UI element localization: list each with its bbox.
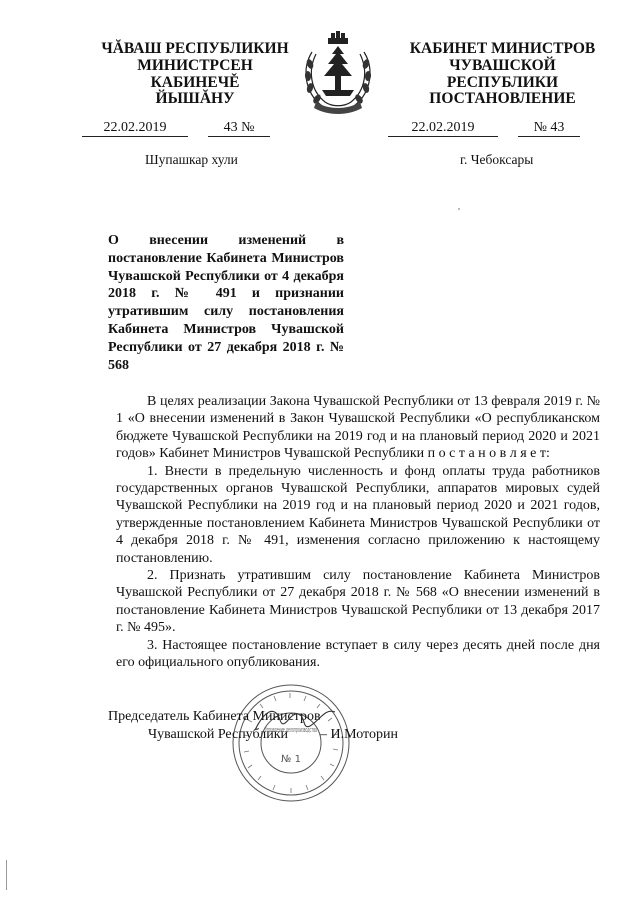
doc-type-russian: ПОСТАНОВЛЕНИЕ bbox=[429, 90, 576, 107]
handwritten-signature-icon bbox=[250, 700, 340, 740]
place-chuvash: Шупашкар хули bbox=[145, 152, 238, 167]
signature-name: – И.Моторин bbox=[320, 727, 398, 742]
stamp-number: № 1 bbox=[281, 754, 301, 765]
paragraph-item-2: 2. Признать утратившим силу постановление Кабинета Министров Чувашской Республики от 27 декабря 2018 г. № 568 «О внесении изменений в постановление Кабинета Министров Чувашской Республики от 13 декабря 2017 г. № 495». bbox=[116, 568, 600, 636]
header-right-org bbox=[395, 40, 610, 91]
number-right: № 43 bbox=[518, 120, 580, 137]
header-left-line2: МИНИСТРСЕН КАБИНЕЧĚ bbox=[137, 57, 253, 91]
date-left: 22.02.2019 bbox=[82, 120, 188, 137]
date-line-right bbox=[388, 120, 600, 138]
date-line-left bbox=[82, 120, 292, 138]
doc-type-chuvash: ЙЫШĂНУ bbox=[155, 90, 235, 107]
coat-of-arms-icon bbox=[298, 30, 378, 114]
paragraph-item-3: 3. Настоящее постановление вступает в силу через десять дней после дня его официального опубликования. bbox=[116, 637, 600, 671]
signature-position-line1: Председатель Кабинета Министров bbox=[108, 709, 321, 724]
paragraph-item-1: 1. Внести в предельную численность и фонд оплаты труда работников государственных органов Чувашской Республики, аппаратов мировых судей Чувашской Республики на 2019 год и на плановый период 2020 и 2021 годов, утвержденные постановлением Кабинета Министров Чувашской Республики от 4 декабря 2018 г. № 491, изменения согласно приложению к настоящему постановлению. bbox=[116, 463, 600, 566]
scan-edge-mark bbox=[6, 860, 7, 890]
paragraph-preamble: В целях реализации Закона Чувашской Республики от 13 февраля 2019 г. № 1 «О внесении изменений в Закон Чувашской Республики «О республиканском бюджете Чувашской Республики на 2019 год и на плановый период 2020 и 2021 годов» Кабинет Министров Чувашской Республики п о с т а н о в л я е т: bbox=[116, 394, 600, 462]
header-left-line1: ЧĂВАШ РЕСПУБЛИКИН bbox=[101, 40, 289, 57]
scan-speck bbox=[458, 208, 460, 210]
header-left-org bbox=[95, 40, 295, 91]
number-left: 43 № bbox=[208, 120, 270, 137]
date-right: 22.02.2019 bbox=[388, 120, 498, 137]
header-right-line1: КАБИНЕТ МИНИСТРОВ bbox=[409, 40, 596, 57]
document-title: О внесении изменений в постановление Кабинета Министров Чувашской Республики от 4 декабря 2018 г. № 491 и признании утратившим силу постановления Кабинета Министров Чувашской Республики от 27 декабря 2018 г. № 568 bbox=[108, 233, 344, 373]
header-right-line2: ЧУВАШСКОЙ РЕСПУБЛИКИ bbox=[446, 57, 559, 91]
stamp-inner-text: Управление делопроизводства bbox=[265, 726, 317, 734]
document-body bbox=[116, 393, 600, 672]
place-russian: г. Чебоксары bbox=[460, 152, 534, 167]
signature-position-line2: Чувашской Республики bbox=[148, 727, 289, 742]
